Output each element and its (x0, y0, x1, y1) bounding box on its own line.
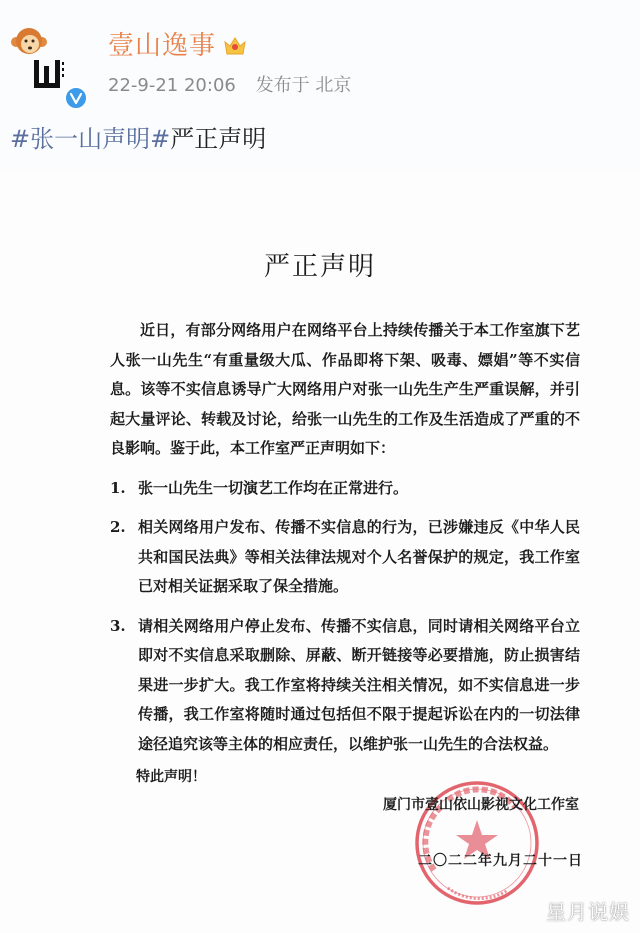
document-closing: 特此声明！ (136, 769, 206, 785)
post-text (10, 122, 266, 156)
username-link[interactable]: 壹山逸事 (108, 31, 217, 61)
monkey-avatar-frame-icon (10, 26, 48, 58)
document-title: 严正声明 (263, 252, 376, 282)
item-text: 请相关网络用户停止发布、传播不实信息，同时请相关网络平台立即对不实信息采取删除、屏蔽、断开链接等必要措施，防止损害结果进一步扩大。我工作室将持续关注相关情况，如不实信息进一步传播，我工作室将随时通过包括但不限于提起诉讼在内的一切法律途径追究该等主体的相应责任，以维护张一山先生的合法权益。 (138, 616, 580, 753)
post-location: 发布于 北京 (255, 75, 352, 96)
post-timestamp: 22-9-21 20:06 (108, 75, 236, 96)
document-body (110, 316, 580, 759)
document-item (110, 474, 580, 504)
document-date: 二〇二二年九月二十一日 (418, 853, 583, 869)
document-intro: 近日，有部分网络用户在网络平台上持续传播关于本工作室旗下艺人张一山先生“有重量级大瓜、作品即将下架、吸毒、嫖娼”等不实信息。该等不实信息诱导广大网络用户对张一山先生产生严重误解，并引起大量评论、转载及讨论，给张一山先生的工作及生活造成了严重的不良影响。鉴于此，本工作室严正声明如下： (110, 321, 580, 457)
brand-logo-icon (32, 56, 68, 92)
watermark: 星月说娱 (546, 900, 630, 924)
post-body-text: 严正声明 (170, 125, 267, 153)
item-text: 相关网络用户发布、传播不实信息的行为，已涉嫌违反《中华人民共和国民法典》等相关法律法规对个人名誉保护的规定，我工作室已对相关证据采取了保全措施。 (138, 518, 580, 595)
avatar[interactable] (6, 12, 96, 102)
item-number: 1. (110, 478, 126, 497)
username-row (108, 30, 248, 62)
post-header (0, 0, 640, 110)
verified-v-icon (64, 86, 88, 110)
item-text: 张一山先生一切演艺工作均在正常进行。 (138, 478, 409, 497)
post-meta (108, 74, 351, 98)
item-number: 3. (110, 616, 126, 635)
document-item (110, 612, 580, 760)
document-item (110, 513, 580, 602)
statement-document-image[interactable] (0, 170, 640, 933)
item-number: 2. (110, 518, 126, 536)
hashtag-link[interactable]: #张一山声明# (10, 125, 171, 153)
document-signature: 厦门市壹山依山影视文化工作室 (383, 797, 579, 813)
crown-icon (222, 34, 248, 58)
